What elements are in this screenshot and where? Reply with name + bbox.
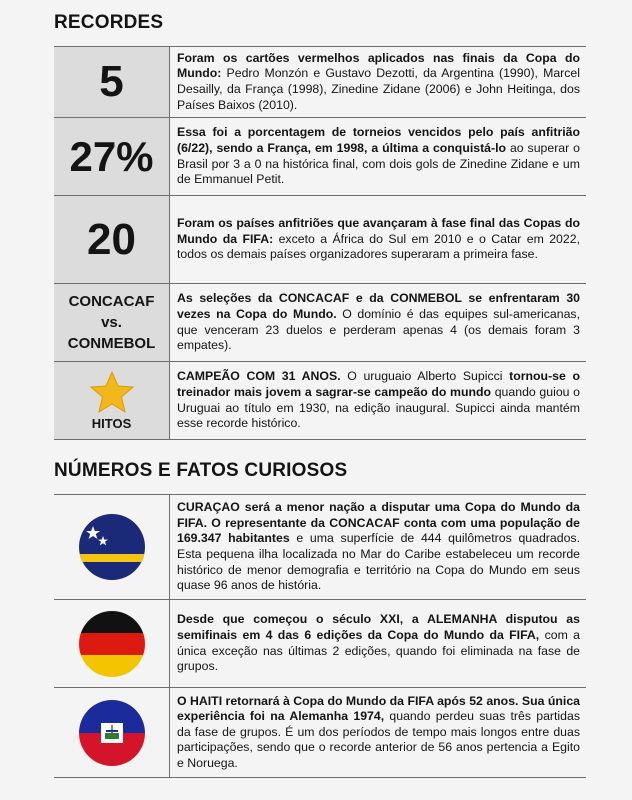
record-row-host-wins xyxy=(54,118,586,196)
stat-cell xyxy=(54,284,170,361)
stat-line-1: CONCACAF xyxy=(68,293,155,310)
record-text xyxy=(170,284,586,361)
haiti-flag-icon xyxy=(79,700,145,766)
record-row-concacaf-conmebol xyxy=(54,284,586,362)
record-body: Pedro Monzón e Gustavo Dezotti, da Argentina (1990), Marcel Desailly, da França (1998), Zinedine Zidane (2006) e John Heitinga, dos Países Baixos (2010). xyxy=(177,66,580,112)
record-bold-2: tornou-se o treinador mais jovem a sagrar-se campeão do mundo xyxy=(177,369,580,399)
fact-text xyxy=(170,600,586,687)
record-text xyxy=(170,196,586,283)
record-bold: As seleções da CONCACAF e da CONMEBOL se enfrentaram 30 vezes na Copa do Mundo. xyxy=(177,291,580,321)
stat-cell xyxy=(54,362,170,439)
record-body: exceto a África do Sul em 2010 e o Catar em 2022, todos os demais países organizadores superaram a primeira fase. xyxy=(177,231,580,262)
record-text xyxy=(170,362,586,439)
fact-bold: Desde que começou o século XXI, a ALEMANHA disputou as semifinais em 4 das 6 edições da Copa do Mundo da FIFA, xyxy=(177,612,580,642)
record-bold-1: CAMPEÃO COM 31 ANOS. xyxy=(177,369,341,384)
record-text xyxy=(170,47,586,117)
stat-value: 5 xyxy=(99,57,124,106)
fact-row-haiti xyxy=(54,688,586,778)
stat-cell xyxy=(54,118,170,195)
stat-line-2: vs. xyxy=(101,314,122,331)
record-row-hitos xyxy=(54,362,586,440)
record-body-2: quando guiou o Uruguai ao título em 1930, na edição inaugural. Supicci ainda mantém esse recorde histórico. xyxy=(177,384,580,431)
record-bold: Foram os países anfitriões que avançaram à fase final das Copas do Mundo da FIFA: xyxy=(177,216,580,246)
fact-row-germany xyxy=(54,600,586,688)
fact-text xyxy=(170,495,586,599)
germany-flag-icon xyxy=(79,611,145,677)
star-icon xyxy=(89,370,135,414)
fact-body: e uma superfície de 444 quilômetros quadrados. Esta pequena ilha localizada no Mar do Caribe estabeleceu um recorde histórico de menor demografia e território na Copa do Mundo em seus quase 96 anos de história. xyxy=(177,531,580,593)
flag-cell xyxy=(54,600,170,687)
record-bold: Foram os cartões vermelhos aplicados nas finais da Copa do Mundo: xyxy=(177,50,580,81)
record-text xyxy=(170,118,586,195)
record-bold: Essa foi a porcentagem de torneios vencidos pelo país anfitrião (6/22), sendo a França, em 1998, a última a conquistá-lo xyxy=(177,125,580,155)
fact-bold: O HAITI retornará à Copa do Mundo da FIFA após 52 anos. Sua única experiência foi na Alemanha 1974, xyxy=(177,693,580,724)
record-body: ao superar o Brasil por 3 a 0 na histórica final, com dois gols de Zinedine Zidane e um de Emmanuel Petit. xyxy=(177,140,580,187)
facts-section-title: NÚMEROS E FATOS CURIOSOS xyxy=(54,460,348,481)
record-body-1: O uruguaio Alberto Supicci xyxy=(340,369,510,384)
stat-cell xyxy=(54,47,170,117)
curacao-flag-icon xyxy=(79,514,145,580)
stat-cell xyxy=(54,196,170,283)
record-row-red-cards xyxy=(54,46,586,118)
hitos-label: HITOS xyxy=(91,416,132,431)
record-row-hosts-advanced xyxy=(54,196,586,284)
stat-value: 27% xyxy=(69,132,154,180)
record-body: O domínio é das equipes sul-americanas, que venceram 23 duelos e perderam apenas 4 (os demais foram 3 empates). xyxy=(177,306,580,353)
fact-body: com a única exceção nas últimas 2 edições, quando foi eliminada na fase de grupos. xyxy=(177,627,581,674)
stat-value: 20 xyxy=(87,214,136,264)
flag-cell xyxy=(54,688,170,777)
flag-cell xyxy=(54,495,170,599)
fact-bold: CURAÇAO será a menor nação a disputar uma Copa do Mundo da FIFA. O representante da CONCACAF conta com uma população de 169.347 habitantes xyxy=(177,500,580,546)
records-section-title: RECORDES xyxy=(54,12,164,33)
fact-body: quando perdeu suas três partidas da fase de grupos. É um dos períodos de tempo mais longos entre duas participações, sendo que o recorde anterior de 56 anos pertencia a Egito e Noruega. xyxy=(177,709,580,770)
fact-row-curacao xyxy=(54,494,586,600)
fact-text xyxy=(170,688,586,777)
stat-line-3: CONMEBOL xyxy=(67,335,156,352)
